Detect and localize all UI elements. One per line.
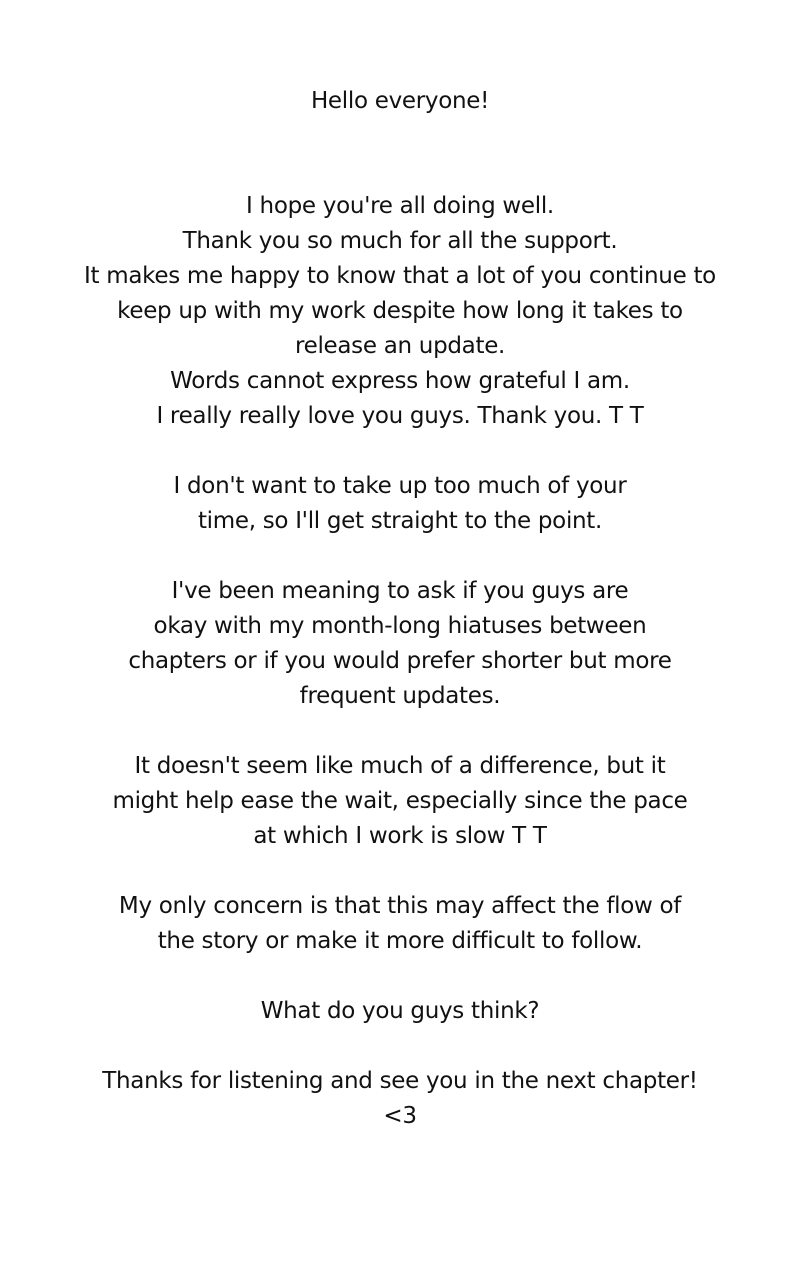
note-line: It makes me happy to know that a lot of you continue to: [84, 263, 716, 289]
note-line: keep up with my work despite how long it takes to: [117, 298, 683, 324]
note-line: time, so I'll get straight to the point.: [197, 508, 603, 534]
question: What do you guys think?: [260, 998, 540, 1024]
note-line: I really really love you guys. Thank you. T T: [156, 403, 644, 429]
note-line: the story or make it more difficult to follow.: [157, 928, 643, 954]
note-line: I don't want to take up too much of your: [173, 473, 627, 499]
note-line: Words cannot express how grateful I am.: [170, 368, 630, 394]
note-line: okay with my month-long hiatuses between: [153, 613, 647, 639]
note-line: My only concern is that this may affect the flow of: [118, 893, 682, 919]
note-line: might help ease the wait, especially since the pace: [112, 788, 688, 814]
note-line: frequent updates.: [299, 683, 501, 709]
note-line: release an update.: [294, 333, 506, 359]
note-line: Thank you so much for all the support.: [182, 228, 618, 254]
note-line: I hope you're all doing well.: [246, 193, 554, 219]
heart-emoticon: <3: [383, 1103, 417, 1129]
note-line: It doesn't seem like much of a difference, but it: [134, 753, 666, 779]
note-line: at which I work is slow T T: [253, 823, 547, 849]
note-line: chapters or if you would prefer shorter but more: [128, 648, 672, 674]
closing-line: Thanks for listening and see you in the next chapter!: [102, 1068, 698, 1094]
note-line: I've been meaning to ask if you guys are: [171, 578, 629, 604]
greeting: Hello everyone!: [310, 88, 490, 114]
